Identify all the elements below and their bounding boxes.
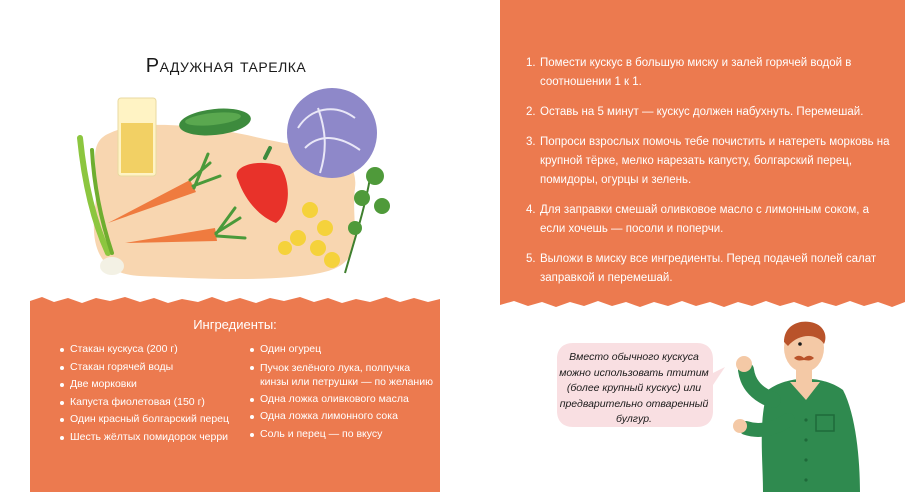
step-number: 5. [526, 253, 536, 265]
step-text: Оставь на 5 минут — кускус должен набухнуть. Перемешай. [540, 106, 864, 118]
ingredient-item: Соль и перец — по вкусу [250, 426, 440, 444]
ingredient-item: Две морковки [60, 376, 245, 394]
tip-speech-bubble [555, 341, 725, 430]
step-number: 1. [526, 57, 536, 69]
step-item [526, 250, 896, 288]
ingredient-item: Стакан кускуса (200 г) [60, 341, 245, 359]
step-item [526, 54, 896, 92]
ingredients-list-left [60, 341, 245, 446]
ingredient-item: Одна ложка оливкового масла [250, 391, 440, 409]
step-text: Помести кускус в большую миску и залей горячей водой в соотношении 1 к 1. [540, 57, 852, 88]
ingredients-list-right [250, 341, 440, 443]
step-item [526, 201, 896, 239]
ingredient-item: Стакан горячей воды [60, 359, 245, 377]
ingredients-heading: Ингредиенты: [193, 317, 277, 332]
step-text: Выложи в миску все ингредиенты. Перед подачей полей салат заправкой и перемешай. [540, 253, 877, 284]
ingredient-item: Одна ложка лимонного сока [250, 408, 440, 426]
step-text: Для заправки смешай оливковое масло с лимонным соком, а если хочешь — посоли и поперчи. [540, 204, 870, 235]
ingredient-item: Один красный болгарский перец [60, 411, 245, 429]
step-number: 2. [526, 106, 536, 118]
left-page [0, 0, 452, 492]
step-number: 4. [526, 204, 536, 216]
steps-list [526, 54, 896, 299]
ingredients-panel [30, 297, 440, 492]
ingredient-item: Один огурец [250, 341, 440, 359]
step-number: 3. [526, 136, 536, 148]
ingredient-item: Пучок зелёного лука, полпучка кинзы или петрушки — по желанию [250, 361, 440, 389]
man-illustration [728, 320, 868, 492]
vegetables-illustration [70, 88, 400, 288]
ingredient-item: Капуста фиолетовая (150 г) [60, 394, 245, 412]
tip-text: Вместо обычного кускуса можно использовать птитим (более крупный кускус) или предварительно отваренный булгур. [559, 351, 709, 425]
ingredient-item: Шесть жёлтых помидорок черри [60, 429, 245, 447]
page-title: Радужная тарелка [145, 55, 307, 77]
step-text: Попроси взрослых помочь тебе почистить и натереть морковь на крупной тёрке, мелко нарезать капусту, болгарский перец, помидоры, огурцы и зелень. [540, 136, 890, 186]
step-item [526, 133, 896, 190]
steps-panel [500, 0, 905, 307]
step-item [526, 103, 896, 122]
